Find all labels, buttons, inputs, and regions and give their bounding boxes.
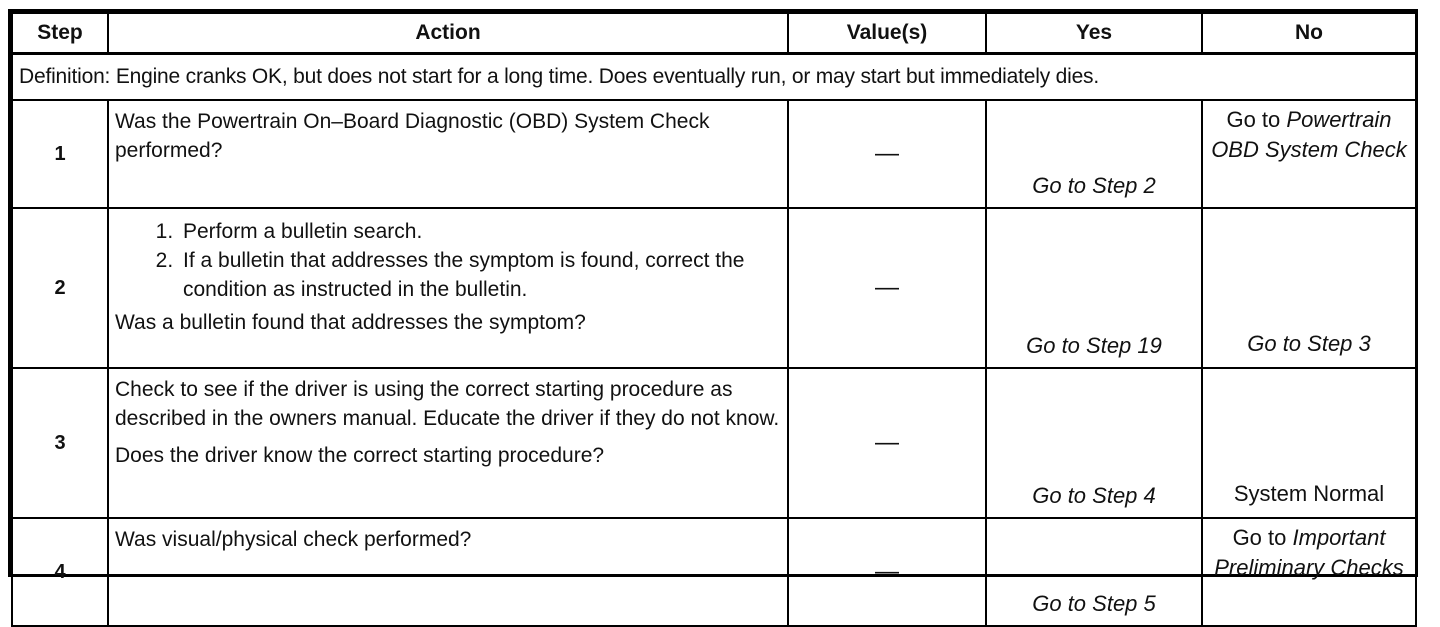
no-reference: Important Preliminary Checks	[1214, 525, 1404, 580]
step-number: 3	[12, 368, 108, 518]
action-text: Check to see if the driver is using the correct starting procedure as described in the owners manual. Educate the driver if they do not know.	[115, 378, 780, 430]
step-number: 4	[12, 518, 108, 626]
table-row	[12, 208, 1416, 368]
yes-cell: Go to Step 5	[986, 518, 1202, 626]
diagnostic-table	[11, 12, 1417, 627]
yes-cell: Go to Step 4	[986, 368, 1202, 518]
no-cell	[1202, 518, 1416, 626]
table-row	[12, 518, 1416, 626]
action-cell	[108, 368, 788, 518]
header-action: Action	[108, 13, 788, 54]
value-cell: —	[788, 100, 986, 208]
action-text: Was visual/physical check performed?	[115, 528, 472, 551]
action-list	[115, 217, 781, 304]
no-result: System Normal	[1233, 481, 1385, 506]
yes-cell: Go to Step 2	[986, 100, 1202, 208]
action-cell	[108, 518, 788, 626]
value-cell: —	[788, 208, 986, 368]
action-list-item: 2. If a bulletin that addresses the symptom is found, correct the condition as instructed in the bulletin.	[179, 246, 781, 304]
value-cell: —	[788, 368, 986, 518]
no-reference: Go to Step 3	[1247, 331, 1371, 356]
no-reference: Powertrain OBD System Check	[1211, 107, 1407, 162]
action-cell	[108, 100, 788, 208]
header-no: No	[1202, 13, 1416, 54]
table-row	[12, 100, 1416, 208]
header-values: Value(s)	[788, 13, 986, 54]
header-row	[12, 13, 1416, 54]
definition-row	[12, 54, 1416, 101]
action-cell	[108, 208, 788, 368]
step-number: 1	[12, 100, 108, 208]
no-cell	[1202, 208, 1416, 368]
action-text: Was the Powertrain On–Board Diagnostic (OBD) System Check performed?	[115, 110, 710, 162]
header-yes: Yes	[986, 13, 1202, 54]
no-cell	[1202, 368, 1416, 518]
step-number: 2	[12, 208, 108, 368]
no-cell	[1202, 100, 1416, 208]
diagnostic-table-sheet	[8, 9, 1418, 616]
action-question: Was a bulletin found that addresses the symptom?	[115, 311, 586, 334]
definition-text: Definition: Engine cranks OK, but does not start for a long time. Does eventually run, or may start but immediately dies.	[12, 54, 1416, 101]
value-cell: —	[788, 518, 986, 626]
action-list-item: 1. Perform a bulletin search.	[179, 217, 781, 246]
action-question: Does the driver know the correct starting procedure?	[115, 444, 605, 467]
header-step: Step	[12, 13, 108, 54]
no-prefix: Go to	[1232, 525, 1287, 550]
table-row	[12, 368, 1416, 518]
yes-cell: Go to Step 19	[986, 208, 1202, 368]
no-prefix: Go to	[1226, 107, 1281, 132]
